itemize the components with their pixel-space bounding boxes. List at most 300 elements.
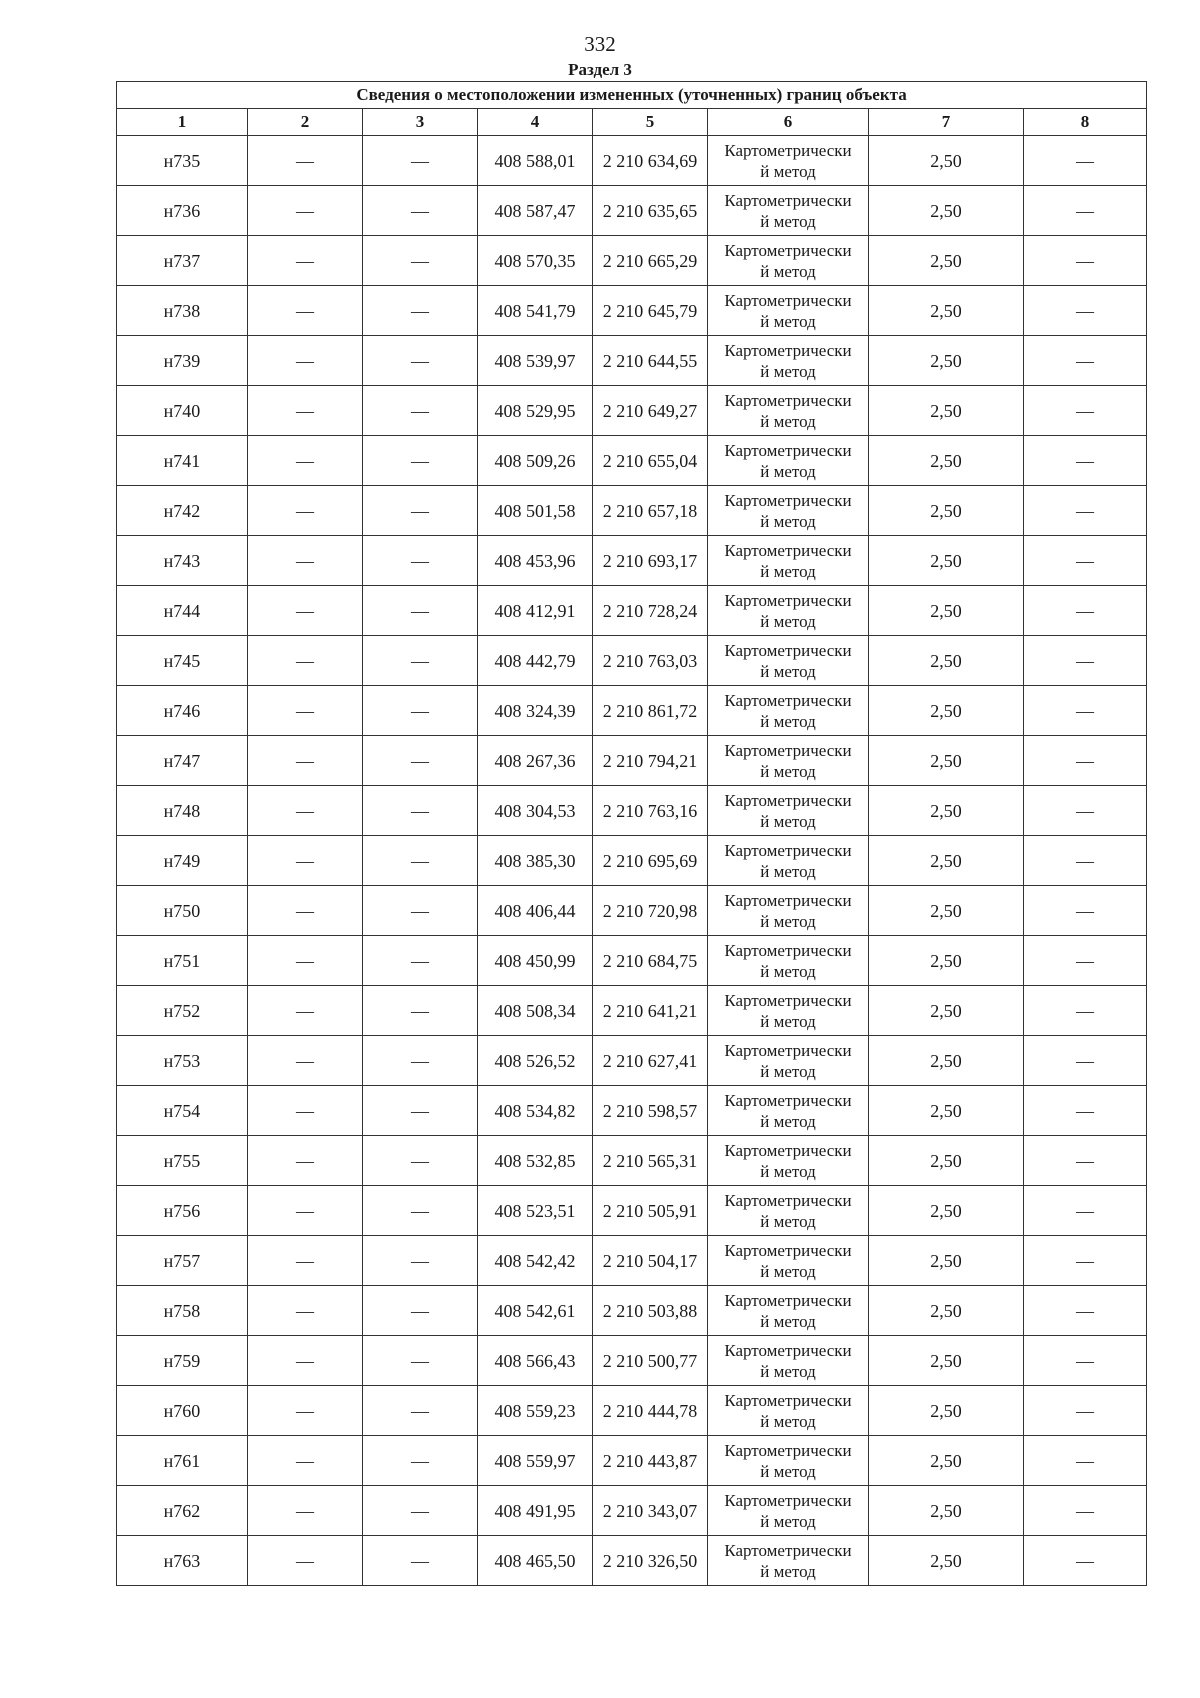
empty-dash-cell: —	[248, 536, 363, 586]
method-cell	[708, 636, 869, 686]
empty-dash-cell: —	[1024, 936, 1147, 986]
method-line-2: й метод	[760, 711, 816, 731]
method-line-1: Картометрически	[724, 1190, 852, 1210]
point-id-cell: н755	[117, 1136, 248, 1186]
x-coordinate-cell: 408 267,36	[478, 736, 593, 786]
method-cell	[708, 336, 869, 386]
table-body	[117, 136, 1147, 1586]
y-coordinate-cell: 2 210 655,04	[593, 436, 708, 486]
empty-dash-cell: —	[1024, 336, 1147, 386]
section-title: Раздел 3	[568, 60, 632, 79]
method-cell	[708, 786, 869, 836]
method-line-1: Картометрически	[724, 1390, 852, 1410]
accuracy-cell: 2,50	[869, 1036, 1024, 1086]
empty-dash-cell: —	[1024, 136, 1147, 186]
y-coordinate-cell: 2 210 720,98	[593, 886, 708, 936]
accuracy-cell: 2,50	[869, 886, 1024, 936]
empty-dash-cell: —	[363, 186, 478, 236]
empty-dash-cell: —	[248, 636, 363, 686]
empty-dash-cell: —	[363, 736, 478, 786]
table-row	[117, 136, 1147, 186]
method-cell	[708, 1436, 869, 1486]
method-line-1: Картометрически	[724, 790, 852, 810]
y-coordinate-cell: 2 210 695,69	[593, 836, 708, 886]
empty-dash-cell: —	[1024, 736, 1147, 786]
column-number: 5	[593, 109, 708, 136]
point-id-cell: н739	[117, 336, 248, 386]
method-line-2: й метод	[760, 611, 816, 631]
y-coordinate-cell: 2 210 657,18	[593, 486, 708, 536]
empty-dash-cell: —	[363, 886, 478, 936]
method-cell	[708, 286, 869, 336]
column-number-row	[117, 109, 1147, 136]
table-caption-row	[117, 82, 1147, 109]
table-row	[117, 436, 1147, 486]
x-coordinate-cell: 408 442,79	[478, 636, 593, 686]
method-line-2: й метод	[760, 311, 816, 331]
empty-dash-cell: —	[363, 386, 478, 436]
empty-dash-cell: —	[363, 236, 478, 286]
method-line-2: й метод	[760, 811, 816, 831]
y-coordinate-cell: 2 210 641,21	[593, 986, 708, 1036]
point-id-cell: н759	[117, 1336, 248, 1386]
empty-dash-cell: —	[248, 1236, 363, 1286]
method-line-2: й метод	[760, 1261, 816, 1281]
accuracy-cell: 2,50	[869, 686, 1024, 736]
empty-dash-cell: —	[1024, 786, 1147, 836]
empty-dash-cell: —	[1024, 236, 1147, 286]
method-line-1: Картометрически	[724, 840, 852, 860]
table-row	[117, 1086, 1147, 1136]
method-cell	[708, 886, 869, 936]
y-coordinate-cell: 2 210 443,87	[593, 1436, 708, 1486]
empty-dash-cell: —	[1024, 1086, 1147, 1136]
method-cell	[708, 186, 869, 236]
empty-dash-cell: —	[248, 1286, 363, 1336]
accuracy-cell: 2,50	[869, 736, 1024, 786]
column-number: 6	[708, 109, 869, 136]
method-line-2: й метод	[760, 861, 816, 881]
table-row	[117, 536, 1147, 586]
point-id-cell: н750	[117, 886, 248, 936]
empty-dash-cell: —	[248, 786, 363, 836]
method-line-2: й метод	[760, 511, 816, 531]
empty-dash-cell: —	[248, 936, 363, 986]
table-row	[117, 836, 1147, 886]
empty-dash-cell: —	[248, 436, 363, 486]
method-line-1: Картометрически	[724, 240, 852, 260]
y-coordinate-cell: 2 210 343,07	[593, 1486, 708, 1536]
empty-dash-cell: —	[363, 986, 478, 1036]
method-line-2: й метод	[760, 1561, 816, 1581]
empty-dash-cell: —	[1024, 686, 1147, 736]
method-cell	[708, 386, 869, 436]
method-line-1: Картометрически	[724, 1290, 852, 1310]
method-cell	[708, 436, 869, 486]
method-cell	[708, 1286, 869, 1336]
method-line-2: й метод	[760, 1361, 816, 1381]
y-coordinate-cell: 2 210 693,17	[593, 536, 708, 586]
point-id-cell: н735	[117, 136, 248, 186]
x-coordinate-cell: 408 570,35	[478, 236, 593, 286]
accuracy-cell: 2,50	[869, 336, 1024, 386]
method-cell	[708, 1486, 869, 1536]
point-id-cell: н751	[117, 936, 248, 986]
accuracy-cell: 2,50	[869, 986, 1024, 1036]
method-line-2: й метод	[760, 1511, 816, 1531]
accuracy-cell: 2,50	[869, 1386, 1024, 1436]
empty-dash-cell: —	[248, 1436, 363, 1486]
point-id-cell: н748	[117, 786, 248, 836]
accuracy-cell: 2,50	[869, 936, 1024, 986]
column-number: 2	[248, 109, 363, 136]
table-row	[117, 786, 1147, 836]
y-coordinate-cell: 2 210 794,21	[593, 736, 708, 786]
point-id-cell: н737	[117, 236, 248, 286]
table-row	[117, 636, 1147, 686]
x-coordinate-cell: 408 491,95	[478, 1486, 593, 1536]
x-coordinate-cell: 408 532,85	[478, 1136, 593, 1186]
empty-dash-cell: —	[248, 1386, 363, 1436]
empty-dash-cell: —	[363, 1086, 478, 1136]
empty-dash-cell: —	[363, 1486, 478, 1536]
empty-dash-cell: —	[248, 186, 363, 236]
method-cell	[708, 836, 869, 886]
method-line-1: Картометрически	[724, 140, 852, 160]
method-cell	[708, 1236, 869, 1286]
y-coordinate-cell: 2 210 763,03	[593, 636, 708, 686]
empty-dash-cell: —	[248, 1536, 363, 1586]
method-cell	[708, 1386, 869, 1436]
empty-dash-cell: —	[1024, 536, 1147, 586]
y-coordinate-cell: 2 210 635,65	[593, 186, 708, 236]
table-row	[117, 286, 1147, 336]
method-cell	[708, 536, 869, 586]
method-line-1: Картометрически	[724, 390, 852, 410]
empty-dash-cell: —	[363, 1236, 478, 1286]
table-row	[117, 1436, 1147, 1486]
method-cell	[708, 686, 869, 736]
table-row	[117, 936, 1147, 986]
x-coordinate-cell: 408 539,97	[478, 336, 593, 386]
empty-dash-cell: —	[363, 636, 478, 686]
accuracy-cell: 2,50	[869, 1186, 1024, 1236]
empty-dash-cell: —	[248, 686, 363, 736]
empty-dash-cell: —	[248, 1186, 363, 1236]
point-id-cell: н745	[117, 636, 248, 686]
empty-dash-cell: —	[363, 1386, 478, 1436]
method-line-2: й метод	[760, 411, 816, 431]
accuracy-cell: 2,50	[869, 236, 1024, 286]
table-row	[117, 186, 1147, 236]
page-number: 332	[584, 32, 616, 56]
method-line-1: Картометрически	[724, 540, 852, 560]
method-line-1: Картометрически	[724, 1540, 852, 1560]
method-line-2: й метод	[760, 361, 816, 381]
empty-dash-cell: —	[248, 886, 363, 936]
method-line-1: Картометрически	[724, 690, 852, 710]
method-line-1: Картометрически	[724, 640, 852, 660]
accuracy-cell: 2,50	[869, 1236, 1024, 1286]
table-row	[117, 1336, 1147, 1386]
method-line-1: Картометрически	[724, 1040, 852, 1060]
empty-dash-cell: —	[248, 1086, 363, 1136]
empty-dash-cell: —	[363, 686, 478, 736]
method-line-2: й метод	[760, 161, 816, 181]
point-id-cell: н760	[117, 1386, 248, 1436]
table-row	[117, 1286, 1147, 1336]
method-cell	[708, 486, 869, 536]
empty-dash-cell: —	[248, 836, 363, 886]
empty-dash-cell: —	[248, 586, 363, 636]
method-line-1: Картометрически	[724, 1240, 852, 1260]
point-id-cell: н740	[117, 386, 248, 436]
method-line-1: Картометрически	[724, 440, 852, 460]
y-coordinate-cell: 2 210 684,75	[593, 936, 708, 986]
x-coordinate-cell: 408 588,01	[478, 136, 593, 186]
x-coordinate-cell: 408 559,97	[478, 1436, 593, 1486]
empty-dash-cell: —	[248, 1136, 363, 1186]
method-line-1: Картометрически	[724, 590, 852, 610]
method-line-2: й метод	[760, 961, 816, 981]
accuracy-cell: 2,50	[869, 586, 1024, 636]
method-line-1: Картометрически	[724, 1440, 852, 1460]
y-coordinate-cell: 2 210 634,69	[593, 136, 708, 186]
empty-dash-cell: —	[363, 1436, 478, 1486]
point-id-cell: н763	[117, 1536, 248, 1586]
table-row	[117, 1536, 1147, 1586]
column-number: 7	[869, 109, 1024, 136]
empty-dash-cell: —	[363, 1036, 478, 1086]
empty-dash-cell: —	[363, 586, 478, 636]
accuracy-cell: 2,50	[869, 536, 1024, 586]
method-line-2: й метод	[760, 1011, 816, 1031]
method-cell	[708, 1186, 869, 1236]
empty-dash-cell: —	[363, 286, 478, 336]
empty-dash-cell: —	[1024, 586, 1147, 636]
point-id-cell: н738	[117, 286, 248, 336]
point-id-cell: н742	[117, 486, 248, 536]
table-row	[117, 1236, 1147, 1286]
point-id-cell: н752	[117, 986, 248, 1036]
table-row	[117, 1036, 1147, 1086]
method-line-1: Картометрически	[724, 740, 852, 760]
empty-dash-cell: —	[363, 536, 478, 586]
y-coordinate-cell: 2 210 326,50	[593, 1536, 708, 1586]
empty-dash-cell: —	[248, 1336, 363, 1386]
x-coordinate-cell: 408 453,96	[478, 536, 593, 586]
table-row	[117, 586, 1147, 636]
table-row	[117, 886, 1147, 936]
method-line-2: й метод	[760, 911, 816, 931]
method-cell	[708, 1036, 869, 1086]
method-line-2: й метод	[760, 1211, 816, 1231]
point-id-cell: н756	[117, 1186, 248, 1236]
y-coordinate-cell: 2 210 565,31	[593, 1136, 708, 1186]
empty-dash-cell: —	[363, 436, 478, 486]
method-line-2: й метод	[760, 1111, 816, 1131]
y-coordinate-cell: 2 210 598,57	[593, 1086, 708, 1136]
method-line-2: й метод	[760, 461, 816, 481]
empty-dash-cell: —	[1024, 1286, 1147, 1336]
point-id-cell: н741	[117, 436, 248, 486]
empty-dash-cell: —	[1024, 886, 1147, 936]
method-line-1: Картометрически	[724, 290, 852, 310]
empty-dash-cell: —	[248, 136, 363, 186]
point-id-cell: н761	[117, 1436, 248, 1486]
accuracy-cell: 2,50	[869, 1086, 1024, 1136]
column-number: 8	[1024, 109, 1147, 136]
empty-dash-cell: —	[363, 1186, 478, 1236]
empty-dash-cell: —	[1024, 486, 1147, 536]
x-coordinate-cell: 408 587,47	[478, 186, 593, 236]
y-coordinate-cell: 2 210 644,55	[593, 336, 708, 386]
x-coordinate-cell: 408 523,51	[478, 1186, 593, 1236]
point-id-cell: н762	[117, 1486, 248, 1536]
y-coordinate-cell: 2 210 503,88	[593, 1286, 708, 1336]
y-coordinate-cell: 2 210 763,16	[593, 786, 708, 836]
column-number: 4	[478, 109, 593, 136]
y-coordinate-cell: 2 210 627,41	[593, 1036, 708, 1086]
method-line-2: й метод	[760, 1161, 816, 1181]
empty-dash-cell: —	[1024, 286, 1147, 336]
method-line-2: й метод	[760, 561, 816, 581]
accuracy-cell: 2,50	[869, 1136, 1024, 1186]
x-coordinate-cell: 408 526,52	[478, 1036, 593, 1086]
x-coordinate-cell: 408 542,42	[478, 1236, 593, 1286]
method-line-2: й метод	[760, 1311, 816, 1331]
accuracy-cell: 2,50	[869, 186, 1024, 236]
empty-dash-cell: —	[1024, 1386, 1147, 1436]
table-row	[117, 236, 1147, 286]
method-cell	[708, 1136, 869, 1186]
table-row	[117, 486, 1147, 536]
empty-dash-cell: —	[363, 786, 478, 836]
empty-dash-cell: —	[1024, 1186, 1147, 1236]
empty-dash-cell: —	[1024, 186, 1147, 236]
accuracy-cell: 2,50	[869, 1486, 1024, 1536]
column-number: 1	[117, 109, 248, 136]
y-coordinate-cell: 2 210 444,78	[593, 1386, 708, 1436]
point-id-cell: н757	[117, 1236, 248, 1286]
empty-dash-cell: —	[363, 1536, 478, 1586]
method-cell	[708, 1536, 869, 1586]
method-line-1: Картометрически	[724, 190, 852, 210]
table-row	[117, 1486, 1147, 1536]
x-coordinate-cell: 408 529,95	[478, 386, 593, 436]
point-id-cell: н749	[117, 836, 248, 886]
x-coordinate-cell: 408 412,91	[478, 586, 593, 636]
accuracy-cell: 2,50	[869, 1286, 1024, 1336]
method-cell	[708, 236, 869, 286]
y-coordinate-cell: 2 210 665,29	[593, 236, 708, 286]
method-line-2: й метод	[760, 1411, 816, 1431]
y-coordinate-cell: 2 210 728,24	[593, 586, 708, 636]
method-line-1: Картометрически	[724, 1090, 852, 1110]
table-row	[117, 1186, 1147, 1236]
method-line-1: Картометрически	[724, 1340, 852, 1360]
accuracy-cell: 2,50	[869, 436, 1024, 486]
y-coordinate-cell: 2 210 505,91	[593, 1186, 708, 1236]
empty-dash-cell: —	[363, 936, 478, 986]
empty-dash-cell: —	[248, 286, 363, 336]
method-line-1: Картометрически	[724, 940, 852, 960]
empty-dash-cell: —	[1024, 1536, 1147, 1586]
method-line-2: й метод	[760, 211, 816, 231]
y-coordinate-cell: 2 210 861,72	[593, 686, 708, 736]
method-line-1: Картометрически	[724, 1490, 852, 1510]
empty-dash-cell: —	[248, 336, 363, 386]
x-coordinate-cell: 408 559,23	[478, 1386, 593, 1436]
accuracy-cell: 2,50	[869, 1536, 1024, 1586]
method-line-1: Картометрически	[724, 1140, 852, 1160]
boundary-coordinates-table	[116, 81, 1147, 1586]
accuracy-cell: 2,50	[869, 386, 1024, 436]
method-line-2: й метод	[760, 261, 816, 281]
accuracy-cell: 2,50	[869, 486, 1024, 536]
table-row	[117, 336, 1147, 386]
accuracy-cell: 2,50	[869, 786, 1024, 836]
empty-dash-cell: —	[1024, 386, 1147, 436]
x-coordinate-cell: 408 450,99	[478, 936, 593, 986]
empty-dash-cell: —	[1024, 1436, 1147, 1486]
accuracy-cell: 2,50	[869, 1336, 1024, 1386]
column-number: 3	[363, 109, 478, 136]
method-line-2: й метод	[760, 1061, 816, 1081]
empty-dash-cell: —	[248, 236, 363, 286]
empty-dash-cell: —	[1024, 1036, 1147, 1086]
method-line-1: Картометрически	[724, 340, 852, 360]
method-cell	[708, 986, 869, 1036]
empty-dash-cell: —	[248, 1486, 363, 1536]
empty-dash-cell: —	[363, 1136, 478, 1186]
table-row	[117, 686, 1147, 736]
method-cell	[708, 1086, 869, 1136]
empty-dash-cell: —	[1024, 436, 1147, 486]
x-coordinate-cell: 408 566,43	[478, 1336, 593, 1386]
x-coordinate-cell: 408 385,30	[478, 836, 593, 886]
method-line-2: й метод	[760, 661, 816, 681]
table-row	[117, 386, 1147, 436]
x-coordinate-cell: 408 509,26	[478, 436, 593, 486]
empty-dash-cell: —	[1024, 1336, 1147, 1386]
x-coordinate-cell: 408 534,82	[478, 1086, 593, 1136]
method-line-1: Картометрически	[724, 990, 852, 1010]
accuracy-cell: 2,50	[869, 286, 1024, 336]
accuracy-cell: 2,50	[869, 636, 1024, 686]
point-id-cell: н747	[117, 736, 248, 786]
x-coordinate-cell: 408 501,58	[478, 486, 593, 536]
empty-dash-cell: —	[1024, 836, 1147, 886]
empty-dash-cell: —	[363, 836, 478, 886]
y-coordinate-cell: 2 210 649,27	[593, 386, 708, 436]
point-id-cell: н736	[117, 186, 248, 236]
method-line-2: й метод	[760, 1461, 816, 1481]
method-line-2: й метод	[760, 761, 816, 781]
x-coordinate-cell: 408 406,44	[478, 886, 593, 936]
empty-dash-cell: —	[363, 1336, 478, 1386]
x-coordinate-cell: 408 324,39	[478, 686, 593, 736]
method-cell	[708, 736, 869, 786]
empty-dash-cell: —	[1024, 636, 1147, 686]
empty-dash-cell: —	[1024, 986, 1147, 1036]
empty-dash-cell: —	[248, 986, 363, 1036]
method-line-1: Картометрически	[724, 490, 852, 510]
method-cell	[708, 586, 869, 636]
point-id-cell: н753	[117, 1036, 248, 1086]
method-cell	[708, 936, 869, 986]
accuracy-cell: 2,50	[869, 1436, 1024, 1486]
